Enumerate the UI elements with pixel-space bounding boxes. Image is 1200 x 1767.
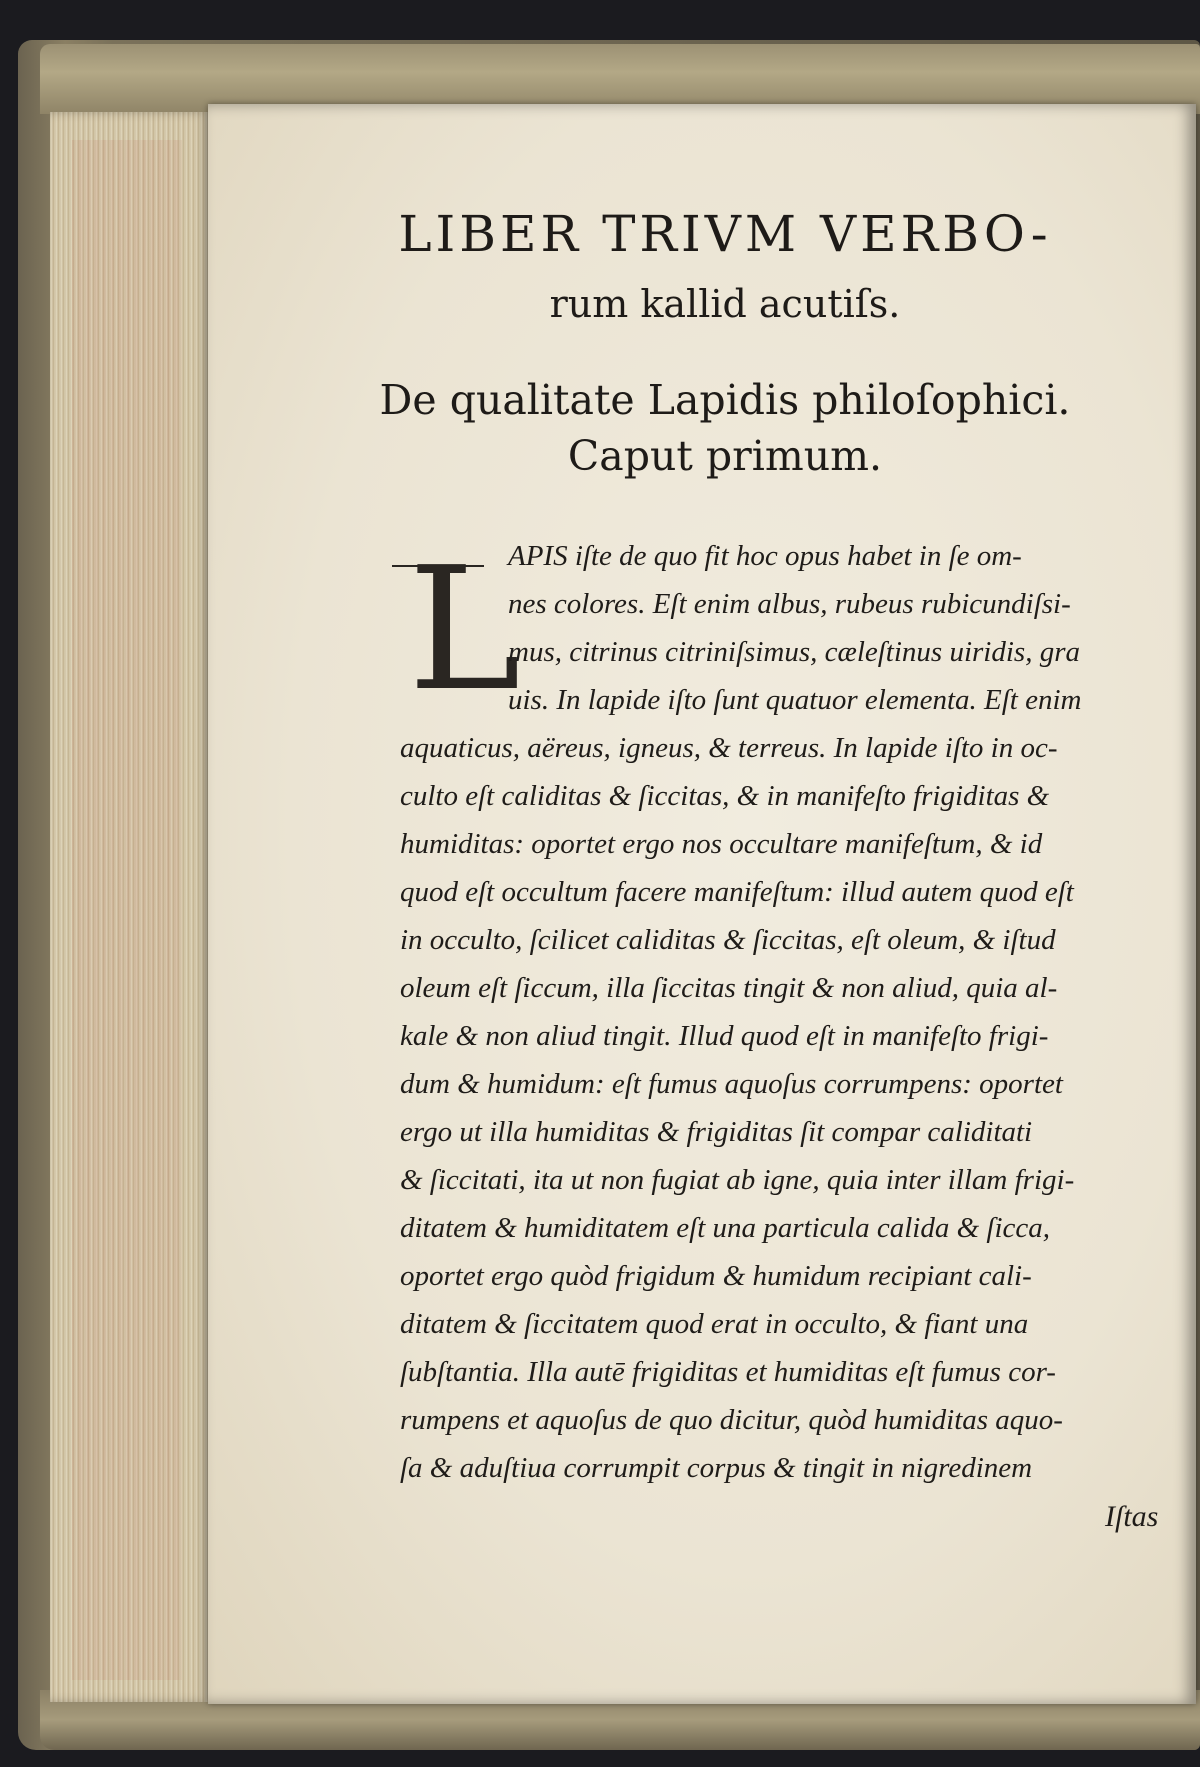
body-line: rumpens et aquoſus de quo dicitur, quòd humiditas aquo- [400, 1404, 1063, 1436]
body-line: in occulto, ſcilicet caliditas & ſiccitas, eſt oleum, & iſtud [400, 924, 1056, 956]
heading-line-1: De qualitate Lapidis philoſophici. [379, 376, 1071, 424]
body-line: aquaticus, aëreus, igneus, & terreus. In lapide iſto in oc- [400, 732, 1058, 764]
body-line: ditatem & ſiccitatem quod erat in occulto, & fiant una [400, 1308, 1029, 1340]
body-line: mus, citrinus citriniſsimus, cæleſtinus uiridis, gra [508, 636, 1080, 668]
body-line: APIS iſte de quo fit hoc opus habet in ſe om- [508, 540, 1022, 572]
body-line: quod eſt occultum facere manifeſtum: illud autem quod eſt [400, 876, 1074, 908]
page-stack-red-edge [72, 140, 182, 1680]
body-line: & ſiccitati, ita ut non fugiat ab igne, quia inter illam frigi- [400, 1164, 1075, 1196]
body-line: ditatem & humiditatem eſt una particula calida & ſicca, [400, 1212, 1050, 1244]
body-line: ſa & aduſtiua corrumpit corpus & tingit in nigredinem [400, 1452, 1033, 1484]
body-line: ſubſtantia. Illa autē frigiditas et humiditas eſt fumus cor- [400, 1356, 1056, 1388]
body-line: dum & humidum: eſt fumus aquoſus corrumpens: oportet [400, 1068, 1063, 1100]
body-line: oportet ergo quòd frigidum & humidum recipiant cali- [400, 1260, 1032, 1292]
body-line: uis. In lapide iſto ſunt quatuor elementa. Eſt enim [508, 684, 1082, 716]
drop-cap: L [408, 531, 521, 729]
chapter-heading [250, 372, 1200, 484]
catchword: Iſtas [1105, 1500, 1159, 1533]
body-line: ergo ut illa humiditas & frigiditas ſit compar caliditati [400, 1116, 1033, 1148]
body-line: nes colores. Eſt enim albus, rubeus rubicundiſsi- [508, 588, 1071, 620]
body-line: oleum eſt ſiccum, illa ſiccitas tingit & non aliud, quia al- [400, 972, 1058, 1004]
title-line-1: LIBER TRIVM VERBO- [398, 205, 1052, 263]
body-line: culto eſt caliditas & ſiccitas, & in manifeſto frigiditas & [400, 780, 1050, 812]
heading-line-2: Caput primum. [567, 432, 883, 480]
body-line: kale & non aliud tingit. Illud quod eſt in manifeſto frigi- [400, 1020, 1049, 1052]
title-line-2: rum kallid acutiſs. [549, 282, 901, 326]
body-line: humiditas: oportet ergo nos occultare manifeſtum, & id [400, 828, 1043, 860]
